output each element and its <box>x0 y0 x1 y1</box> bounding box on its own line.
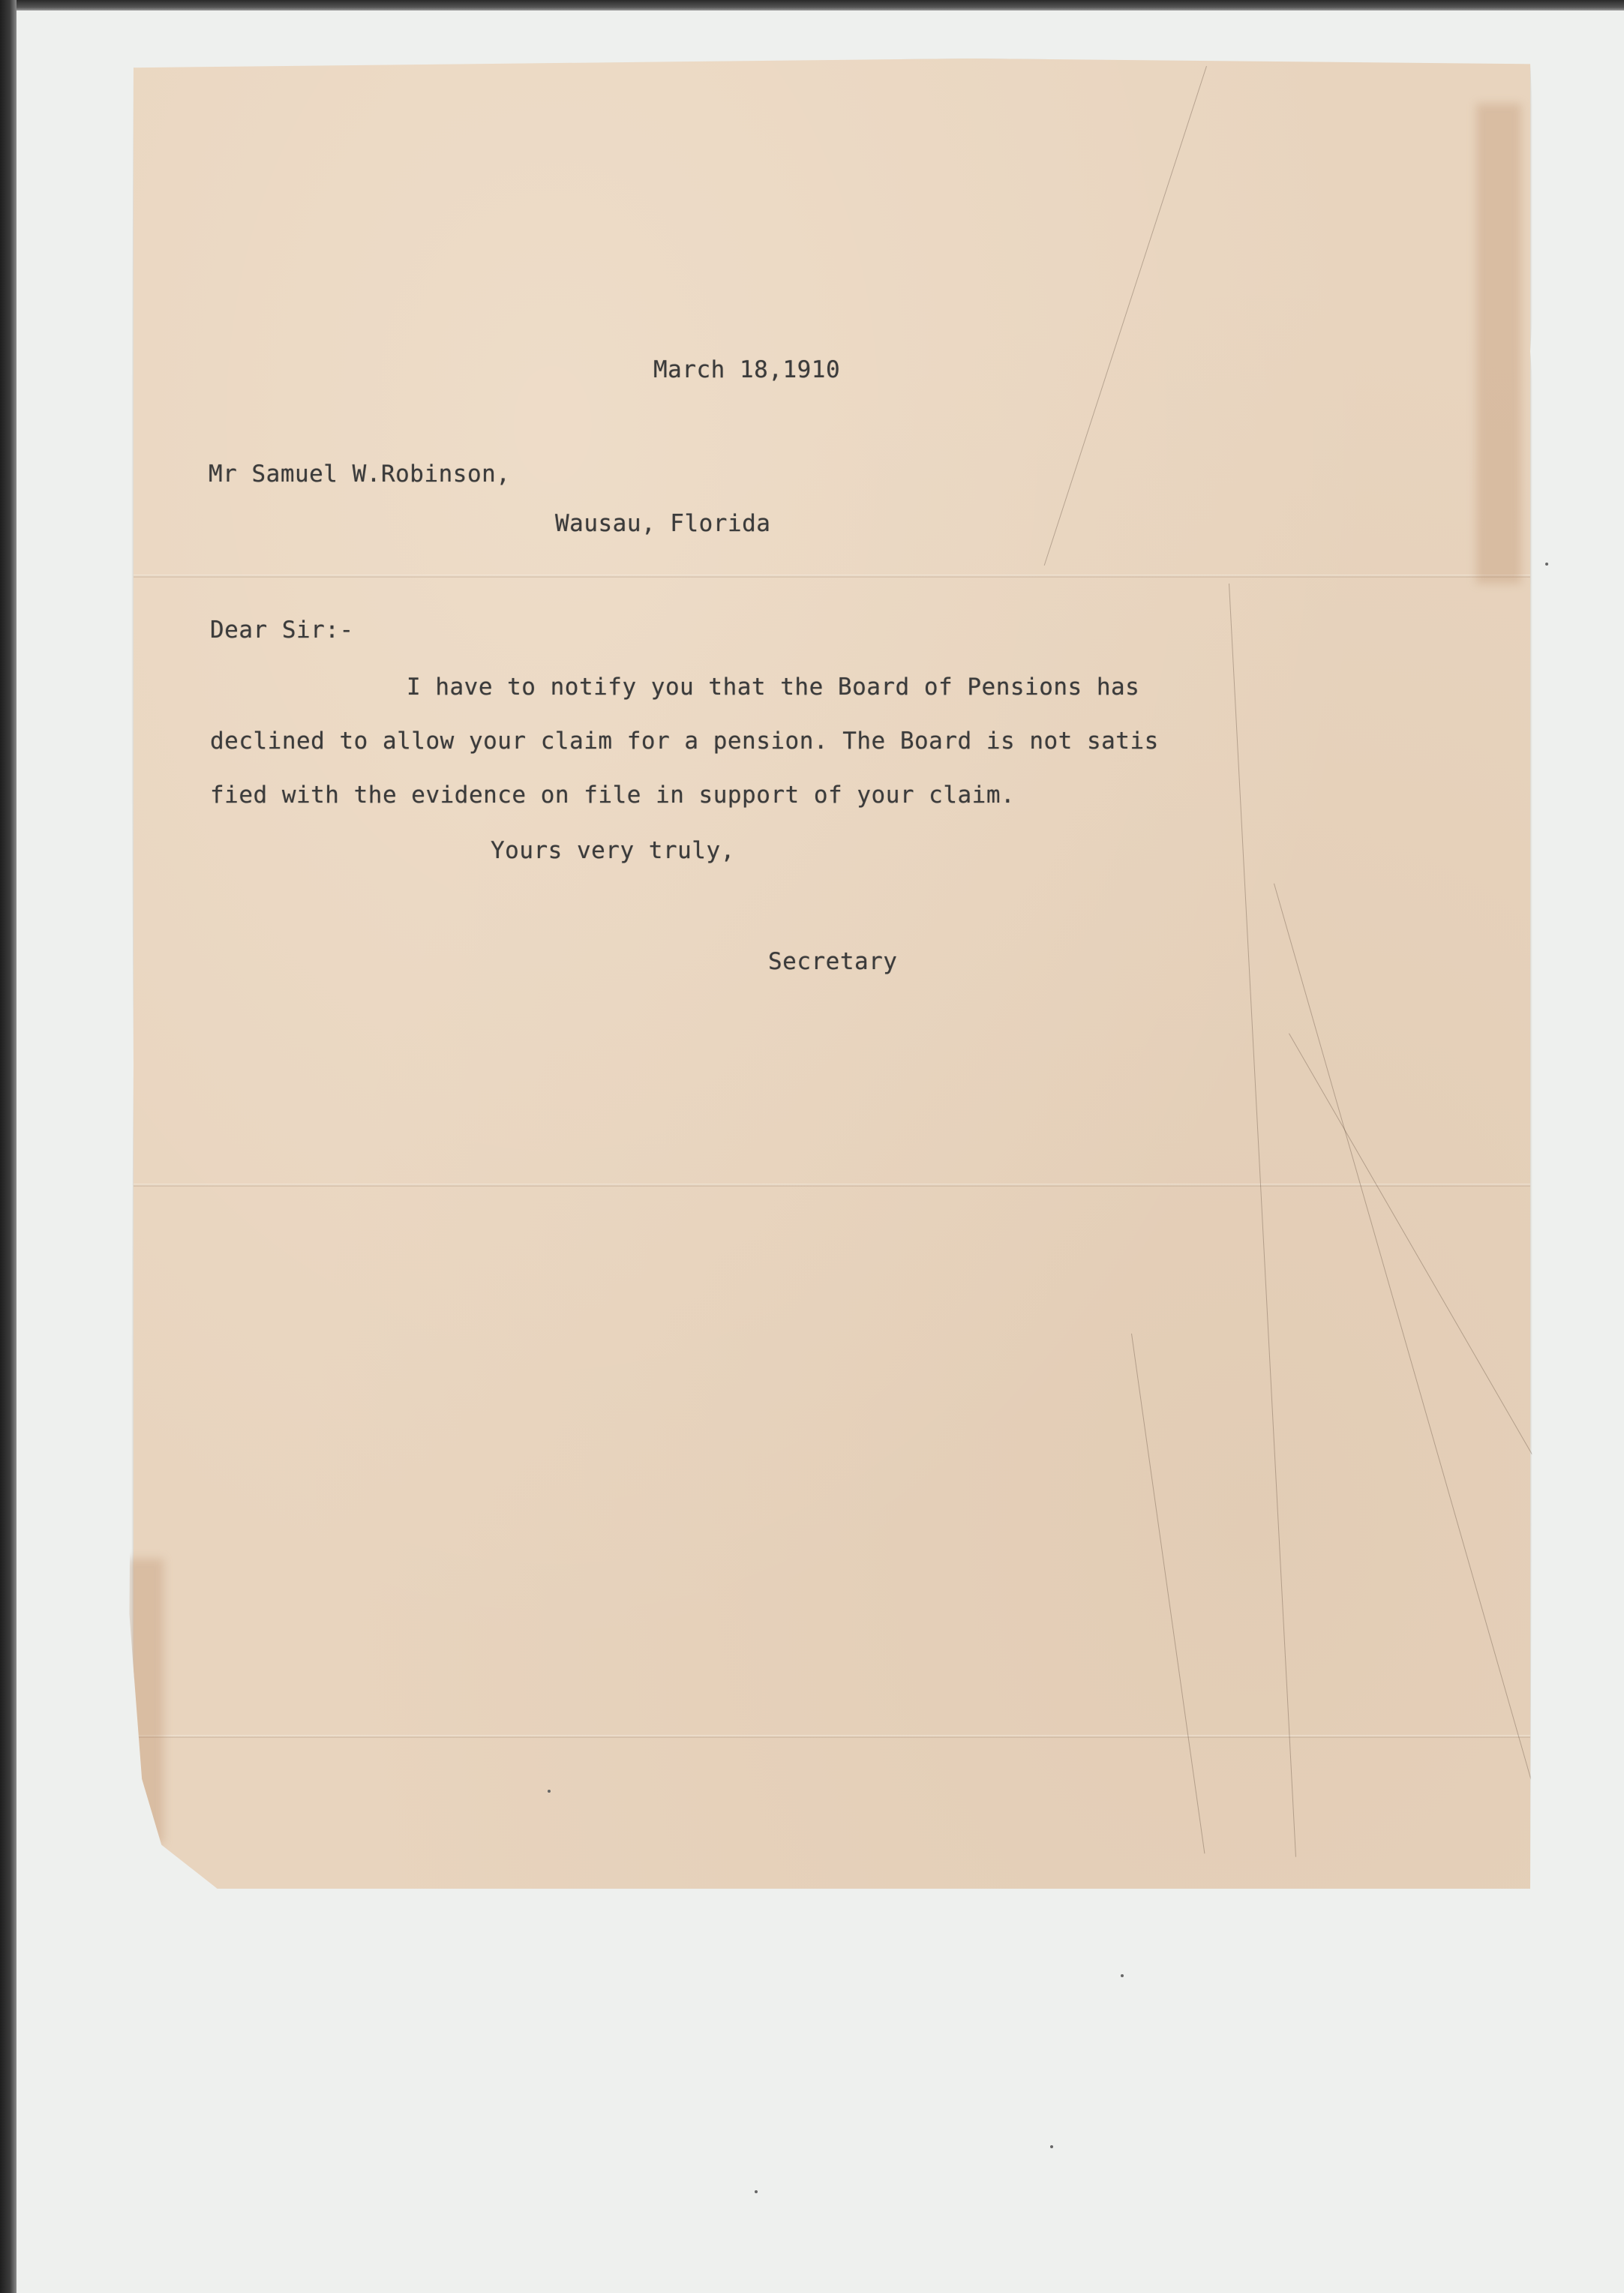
body-line: declined to allow your claim for a pension. The Board is not satis <box>210 728 1159 755</box>
scanner-frame-left <box>0 0 17 2293</box>
letter-date: March 18,1910 <box>653 356 841 383</box>
edge-stain <box>1476 104 1521 584</box>
paper-fold <box>134 1735 1530 1738</box>
signature: Secretary <box>768 948 898 975</box>
recipient-name: Mr Samuel W.Robinson, <box>209 461 511 488</box>
paper-crack <box>1131 1334 1205 1853</box>
dust-speck <box>548 1790 551 1793</box>
edge-stain <box>126 1559 164 1844</box>
dust-speck <box>1050 2145 1053 2148</box>
closing: Yours very truly, <box>491 837 735 864</box>
paper-crack <box>1289 1034 1552 1489</box>
body-line: fied with the evidence on file in support of your claim. <box>210 782 1016 809</box>
paper-fold <box>134 575 1530 578</box>
salutation: Dear Sir:- <box>210 617 354 644</box>
dust-speck <box>1121 1974 1124 1977</box>
paper-fold <box>134 1184 1530 1187</box>
body-line: I have to notify you that the Board of Pensions has <box>407 674 1140 701</box>
scanner-frame-top <box>0 0 1624 11</box>
paper-crack <box>1229 584 1296 1857</box>
dust-speck <box>1545 563 1548 566</box>
dust-speck <box>755 2190 758 2193</box>
paper-crack <box>1274 884 1543 1821</box>
recipient-location: Wausau, Florida <box>555 510 771 537</box>
paper-crack <box>1044 66 1207 566</box>
